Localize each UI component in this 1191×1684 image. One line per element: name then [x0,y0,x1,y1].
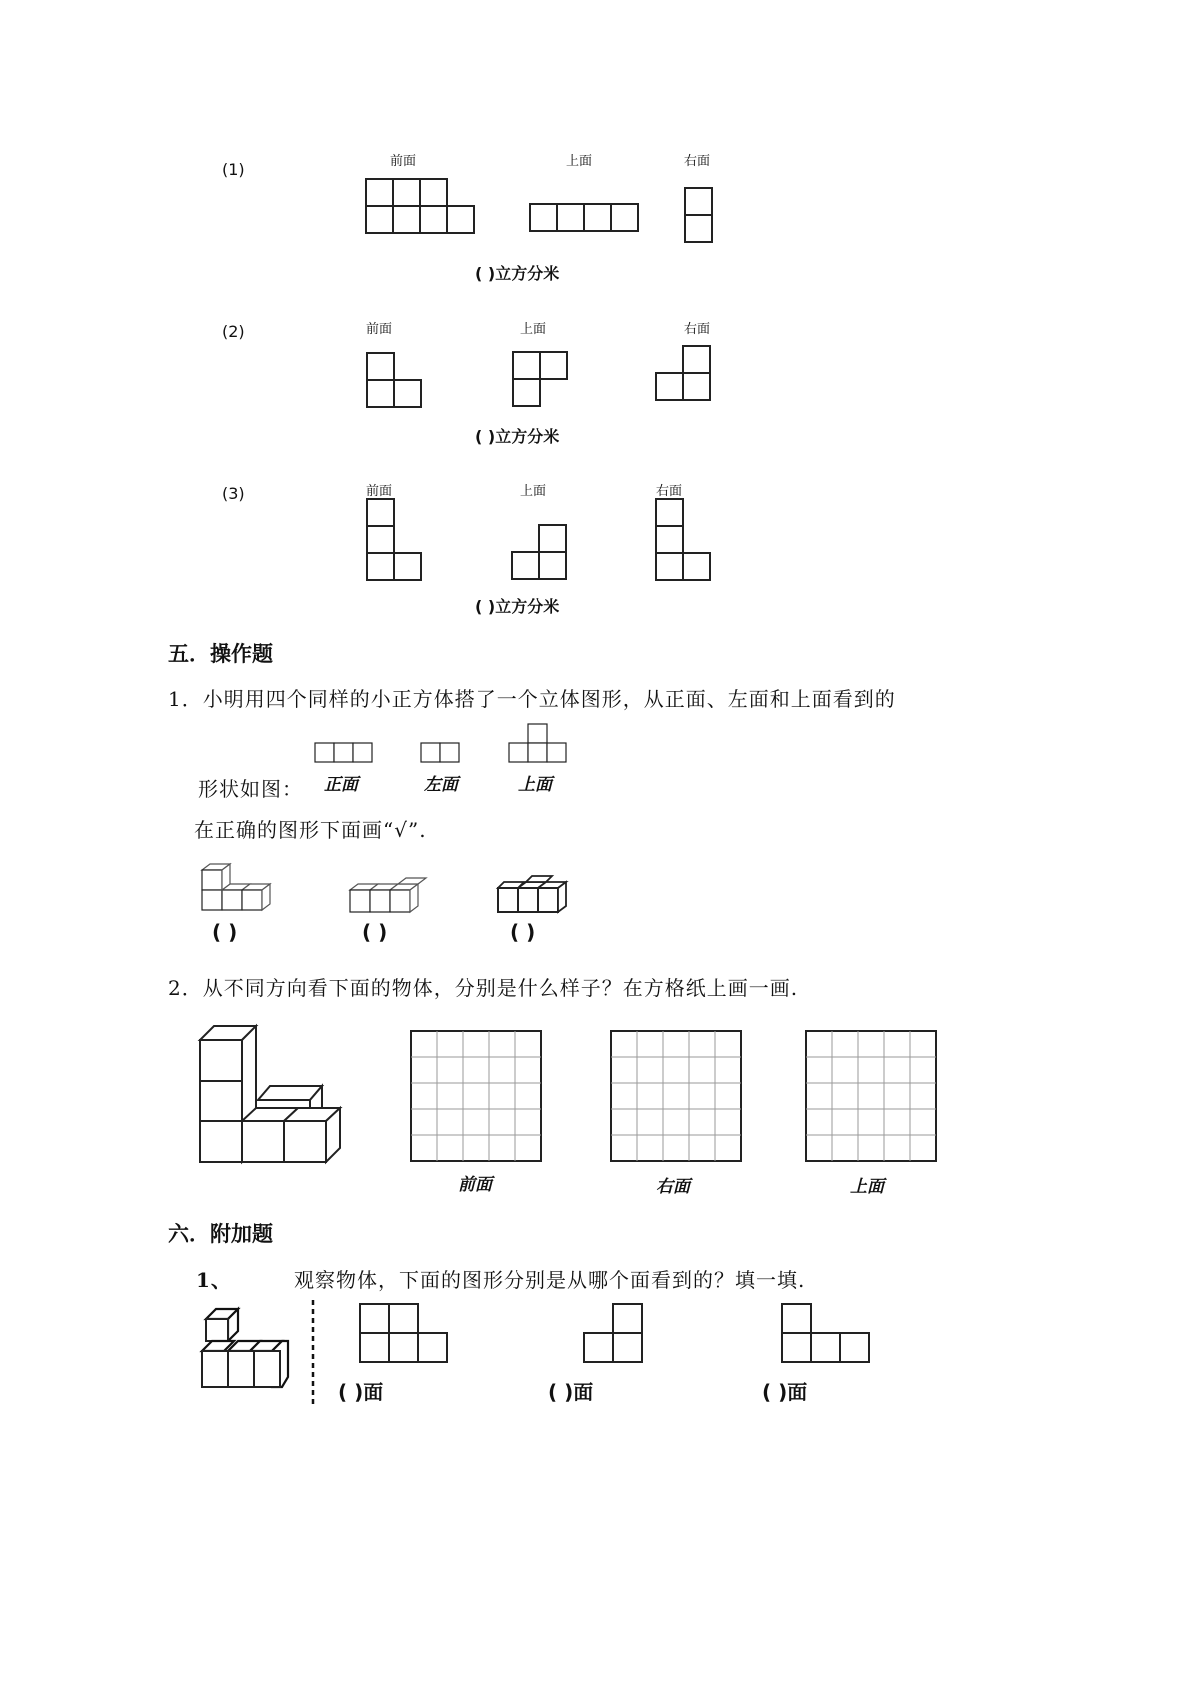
object-figure [198,1305,298,1391]
choice-blank-3[interactable]: ( ) [510,920,536,944]
grid-top[interactable] [805,1030,937,1162]
top-view-figure [525,198,645,234]
choice-figure-1 [198,862,274,918]
answer-blank[interactable]: ( )立方分米 [475,597,560,616]
front-view-figure [362,348,426,412]
front-view-sketch [312,740,378,766]
choice-blank-1[interactable]: ( ) [212,920,238,944]
right-view-label: 右面 [684,322,711,337]
right-view-label: 右面 [656,484,683,499]
solid-cube-figure [196,1022,346,1168]
right-view-figure [651,494,715,584]
question-text: 观察物体，下面的图形分别是从哪个面看到的？填一填. [294,1268,806,1292]
left-view-sketch [418,740,464,766]
face-blank-3[interactable]: ( )面 [762,1380,808,1404]
item-number: (1) [222,160,245,179]
front-view-figure [360,175,480,235]
top-view-label: 上面 [520,484,547,499]
divider-line [310,1300,316,1404]
question-2-text: 2．从不同方向看下面的物体，分别是什么样子？在方格纸上画一画. [168,976,799,1000]
choice-blank-2[interactable]: ( ) [362,920,388,944]
choice-figure-2 [346,874,426,918]
view-figure-1 [356,1300,452,1368]
grid-right[interactable] [610,1030,742,1162]
shape-prefix-text: 形状如图： [198,777,303,801]
item-number: (2) [222,322,245,341]
item-number: (3) [222,484,245,503]
top-view-sketch [506,721,572,766]
section-header: 五．操作题 [168,641,273,666]
top-view-label: 上面 [566,154,593,169]
view-figure-2 [580,1300,648,1368]
choice-figure-3 [494,874,574,918]
right-view-label: 右面 [684,154,711,169]
right-view-figure [651,341,715,405]
grid-label-top: 上面 [850,1177,884,1197]
right-view-figure [680,183,716,245]
answer-blank[interactable]: ( )立方分米 [475,427,560,446]
top-view-label: 上面 [520,322,547,337]
section-header: 六．附加题 [168,1221,273,1246]
front-view-figure [362,494,426,584]
grid-label-front: 前面 [458,1175,492,1195]
front-view-label: 前面 [366,322,393,337]
question-1-text: 1．小明用四个同样的小正方体搭了一个立体图形，从正面、左面和上面看到的 [168,687,896,711]
top-label: 上面 [518,775,552,795]
left-label: 左面 [424,775,458,795]
front-view-label: 前面 [366,484,393,499]
view-figure-3 [778,1300,874,1368]
front-view-label: 前面 [390,154,417,169]
front-label: 正面 [324,775,358,795]
top-view-figure [508,347,572,411]
face-blank-2[interactable]: ( )面 [548,1380,594,1404]
top-view-figure [507,520,571,582]
instruction-text: 在正确的图形下面画“√”. [194,818,427,842]
face-blank-1[interactable]: ( )面 [338,1380,384,1404]
grid-label-right: 右面 [656,1177,690,1197]
question-number: 1、 [196,1268,232,1292]
answer-blank[interactable]: ( )立方分米 [475,264,560,283]
grid-front[interactable] [410,1030,542,1162]
